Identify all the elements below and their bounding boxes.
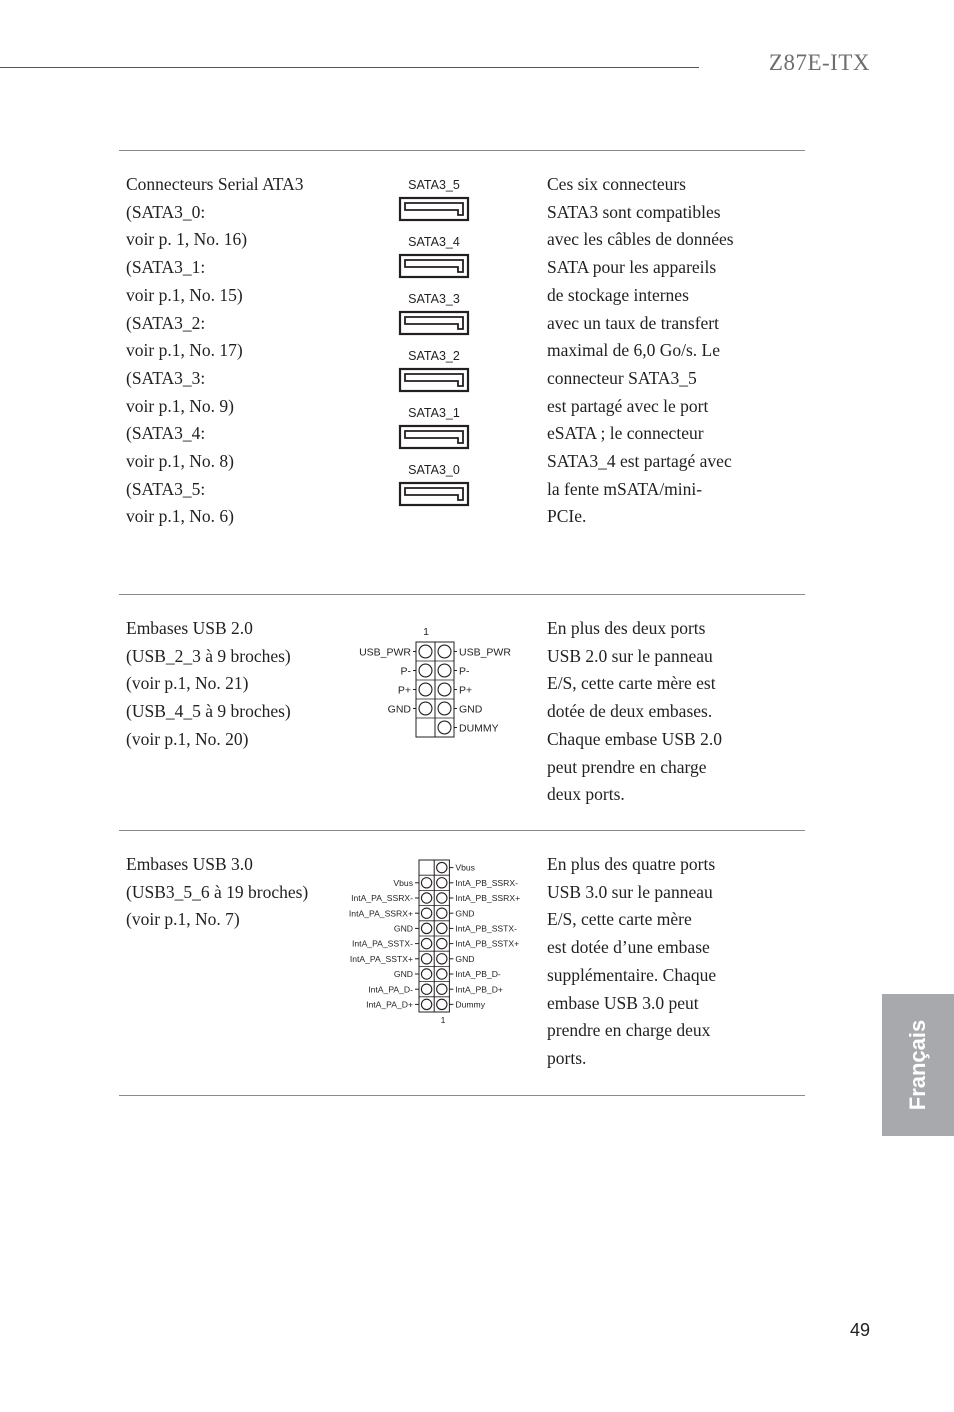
sata-connector-description xyxy=(126,171,303,531)
left-text-line: (SATA3_0: xyxy=(126,201,206,222)
sata-port-key xyxy=(405,374,463,386)
sata-port-outline xyxy=(400,198,468,220)
right-text-line: En plus des quatre ports xyxy=(547,854,716,874)
right-text-line: Ces six connecteurs xyxy=(547,174,686,194)
sata-port-label: SATA3_5 xyxy=(408,178,460,192)
pin-label: IntA_PA_SSTX- xyxy=(352,938,413,949)
pin-label: USB_PWR xyxy=(359,646,411,659)
pin-circle xyxy=(421,908,431,918)
right-text-line: SATA pour les appareils xyxy=(547,257,717,278)
left-text-line: (voir p.1, No. 20) xyxy=(126,728,249,749)
pin-circle xyxy=(437,938,447,948)
sata-port-key xyxy=(405,317,463,329)
pin-label: P- xyxy=(459,665,470,678)
left-text-line: (SATA3_2: xyxy=(126,312,206,333)
left-text-line: Embases USB 3.0 xyxy=(126,854,253,874)
pin-label: IntA_PA_SSTX+ xyxy=(349,953,413,964)
pin-label: GND xyxy=(459,703,483,716)
pin-circle xyxy=(438,721,451,734)
pin-label: IntA_PB_D- xyxy=(455,969,501,980)
sata-port-key xyxy=(405,431,463,443)
pin-label: IntA_PB_SSTX+ xyxy=(455,938,520,949)
pin-label: GND xyxy=(455,953,475,964)
sata-port-outline xyxy=(400,426,468,448)
left-text-line: (USB_2_3 à 9 broches) xyxy=(126,645,291,666)
left-text-line: Embases USB 2.0 xyxy=(126,618,253,638)
left-text-line: voir p.1, No. 6) xyxy=(126,506,234,527)
pin-label: IntA_PA_SSRX- xyxy=(351,893,413,904)
usb2-pinout-diagram xyxy=(340,622,540,742)
pin-circle xyxy=(437,908,447,918)
pin-circle xyxy=(438,702,451,715)
right-text-line: de stockage internes xyxy=(547,284,689,305)
sata-port-outline xyxy=(400,369,468,391)
sata-connectors-diagram xyxy=(390,170,510,510)
left-text-line: voir p.1, No. 17) xyxy=(126,340,243,361)
section-divider xyxy=(119,150,805,151)
left-text-line: (voir p.1, No. 21) xyxy=(126,673,249,694)
language-tab-label: Français xyxy=(905,1019,930,1111)
left-text-line: (SATA3_1: xyxy=(126,257,206,278)
pin-circle xyxy=(421,984,431,994)
right-text-line: peut prendre en charge xyxy=(547,756,707,777)
right-text-line: SATA3_4 est partagé avec xyxy=(547,451,732,472)
pin-circle xyxy=(437,923,447,933)
pin1-marker: 1 xyxy=(423,626,429,638)
section-divider xyxy=(119,830,805,831)
pin1-marker: 1 xyxy=(440,1015,446,1025)
left-text-line: (USB_4_5 à 9 broches) xyxy=(126,701,291,722)
right-text-line: connecteur SATA3_5 xyxy=(547,367,697,388)
usb3-feature-text xyxy=(547,851,716,1073)
pin-label: Vbus xyxy=(393,877,413,888)
right-text-line: dotée de deux embases. xyxy=(547,701,713,722)
right-text-line: Chaque embase USB 2.0 xyxy=(547,728,722,749)
pin-circle xyxy=(438,645,451,658)
section-divider xyxy=(119,1095,805,1096)
pin-circle xyxy=(419,645,432,658)
sata-port-label: SATA3_4 xyxy=(408,235,460,249)
sata-port-key xyxy=(405,260,463,272)
pin-label: IntA_PA_SSRX+ xyxy=(348,908,413,919)
pin-label: Vbus xyxy=(455,862,475,873)
usb3-pinout-diagram xyxy=(330,857,550,1027)
sata-port-key xyxy=(405,203,463,215)
left-text-line: voir p. 1, No. 16) xyxy=(126,229,248,250)
sata-port-label: SATA3_0 xyxy=(408,463,460,477)
right-text-line: eSATA ; le connecteur xyxy=(547,423,704,444)
right-text-line: E/S, cette carte mère est xyxy=(547,673,716,694)
right-text-line: la fente mSATA/mini- xyxy=(547,478,703,499)
right-text-line: En plus des deux ports xyxy=(547,618,706,638)
pin-label: P- xyxy=(400,665,411,678)
pin-label: GND xyxy=(387,703,411,716)
right-text-line: supplémentaire. Chaque xyxy=(547,964,717,985)
right-text-line: prendre en charge deux xyxy=(547,1020,711,1041)
right-text-line: deux ports. xyxy=(547,784,625,805)
left-text-line: (SATA3_4: xyxy=(126,423,206,444)
pin-circle xyxy=(419,664,432,677)
pin-label: DUMMY xyxy=(459,722,499,735)
usb3-header-description xyxy=(126,851,308,934)
left-text-line: (voir p.1, No. 7) xyxy=(126,909,240,930)
pin-label: P+ xyxy=(397,684,411,697)
sata-port-key xyxy=(405,488,463,500)
pin-label: IntA_PB_SSRX+ xyxy=(455,893,521,904)
pin-circle xyxy=(438,683,451,696)
pin-label: GND xyxy=(393,923,413,934)
pin-circle xyxy=(437,999,447,1009)
right-text-line: USB 2.0 sur le panneau xyxy=(547,645,713,666)
pin-circle xyxy=(419,683,432,696)
pin-label: IntA_PB_SSRX- xyxy=(455,877,518,888)
left-text-line: voir p.1, No. 15) xyxy=(126,284,243,305)
pin-circle xyxy=(438,664,451,677)
pin-circle xyxy=(421,878,431,888)
pin-circle xyxy=(419,702,432,715)
pin-label: GND xyxy=(455,908,475,919)
pin-circle xyxy=(421,969,431,979)
usb2-feature-text xyxy=(547,615,722,809)
sata-port-label: SATA3_3 xyxy=(408,292,460,306)
right-text-line: est dotée d’une embase xyxy=(547,937,710,958)
pin-label: IntA_PA_D+ xyxy=(366,999,413,1010)
header-rule xyxy=(0,67,699,68)
sata-port-label: SATA3_2 xyxy=(408,349,460,363)
sata-port-outline xyxy=(400,312,468,334)
usb2-header-description xyxy=(126,615,291,754)
right-text-line: embase USB 3.0 peut xyxy=(547,992,699,1013)
pin-circle xyxy=(421,954,431,964)
right-text-line: PCIe. xyxy=(547,506,587,527)
pin-circle xyxy=(437,878,447,888)
section-divider xyxy=(119,594,805,595)
right-text-line: avec les câbles de données xyxy=(547,229,734,250)
left-text-line: voir p.1, No. 9) xyxy=(126,395,234,416)
pin-label: IntA_PB_D+ xyxy=(455,984,503,995)
pin-circle xyxy=(437,984,447,994)
pin-label: GND xyxy=(393,969,413,980)
pin-circle xyxy=(437,862,447,872)
language-tab xyxy=(882,994,954,1136)
model-name: Z87E-ITX xyxy=(768,50,870,75)
pin-circle xyxy=(437,954,447,964)
pin-circle xyxy=(437,969,447,979)
pin-circle xyxy=(421,938,431,948)
right-text-line: SATA3 sont compatibles xyxy=(547,201,721,222)
pin-label: IntA_PA_D- xyxy=(368,984,413,995)
pin-circle xyxy=(437,893,447,903)
sata-port-outline xyxy=(400,255,468,277)
pin-circle xyxy=(421,923,431,933)
right-text-line: ports. xyxy=(547,1047,587,1068)
pin-label: IntA_PB_SSTX- xyxy=(455,923,518,934)
page-number: 49 xyxy=(849,1320,870,1340)
right-text-line: USB 3.0 sur le panneau xyxy=(547,881,713,902)
pin-circle xyxy=(421,893,431,903)
pin-label: Dummy xyxy=(455,999,486,1010)
left-text-line: (SATA3_3: xyxy=(126,367,206,388)
right-text-line: maximal de 6,0 Go/s. Le xyxy=(547,340,721,361)
left-text-line: (SATA3_5: xyxy=(126,478,206,499)
sata-feature-text xyxy=(547,171,734,531)
pin-label: P+ xyxy=(459,684,473,697)
right-text-line: est partagé avec le port xyxy=(547,395,709,416)
right-text-line: E/S, cette carte mère xyxy=(547,909,692,930)
sata-port-outline xyxy=(400,483,468,505)
left-text-line: (USB3_5_6 à 19 broches) xyxy=(126,881,309,902)
pin-circle xyxy=(421,999,431,1009)
left-text-line: voir p.1, No. 8) xyxy=(126,451,234,472)
left-text-line: Connecteurs Serial ATA3 xyxy=(126,174,304,194)
right-text-line: avec un taux de transfert xyxy=(547,312,720,333)
sata-port-label: SATA3_1 xyxy=(408,406,460,420)
pin-label: USB_PWR xyxy=(459,646,511,659)
